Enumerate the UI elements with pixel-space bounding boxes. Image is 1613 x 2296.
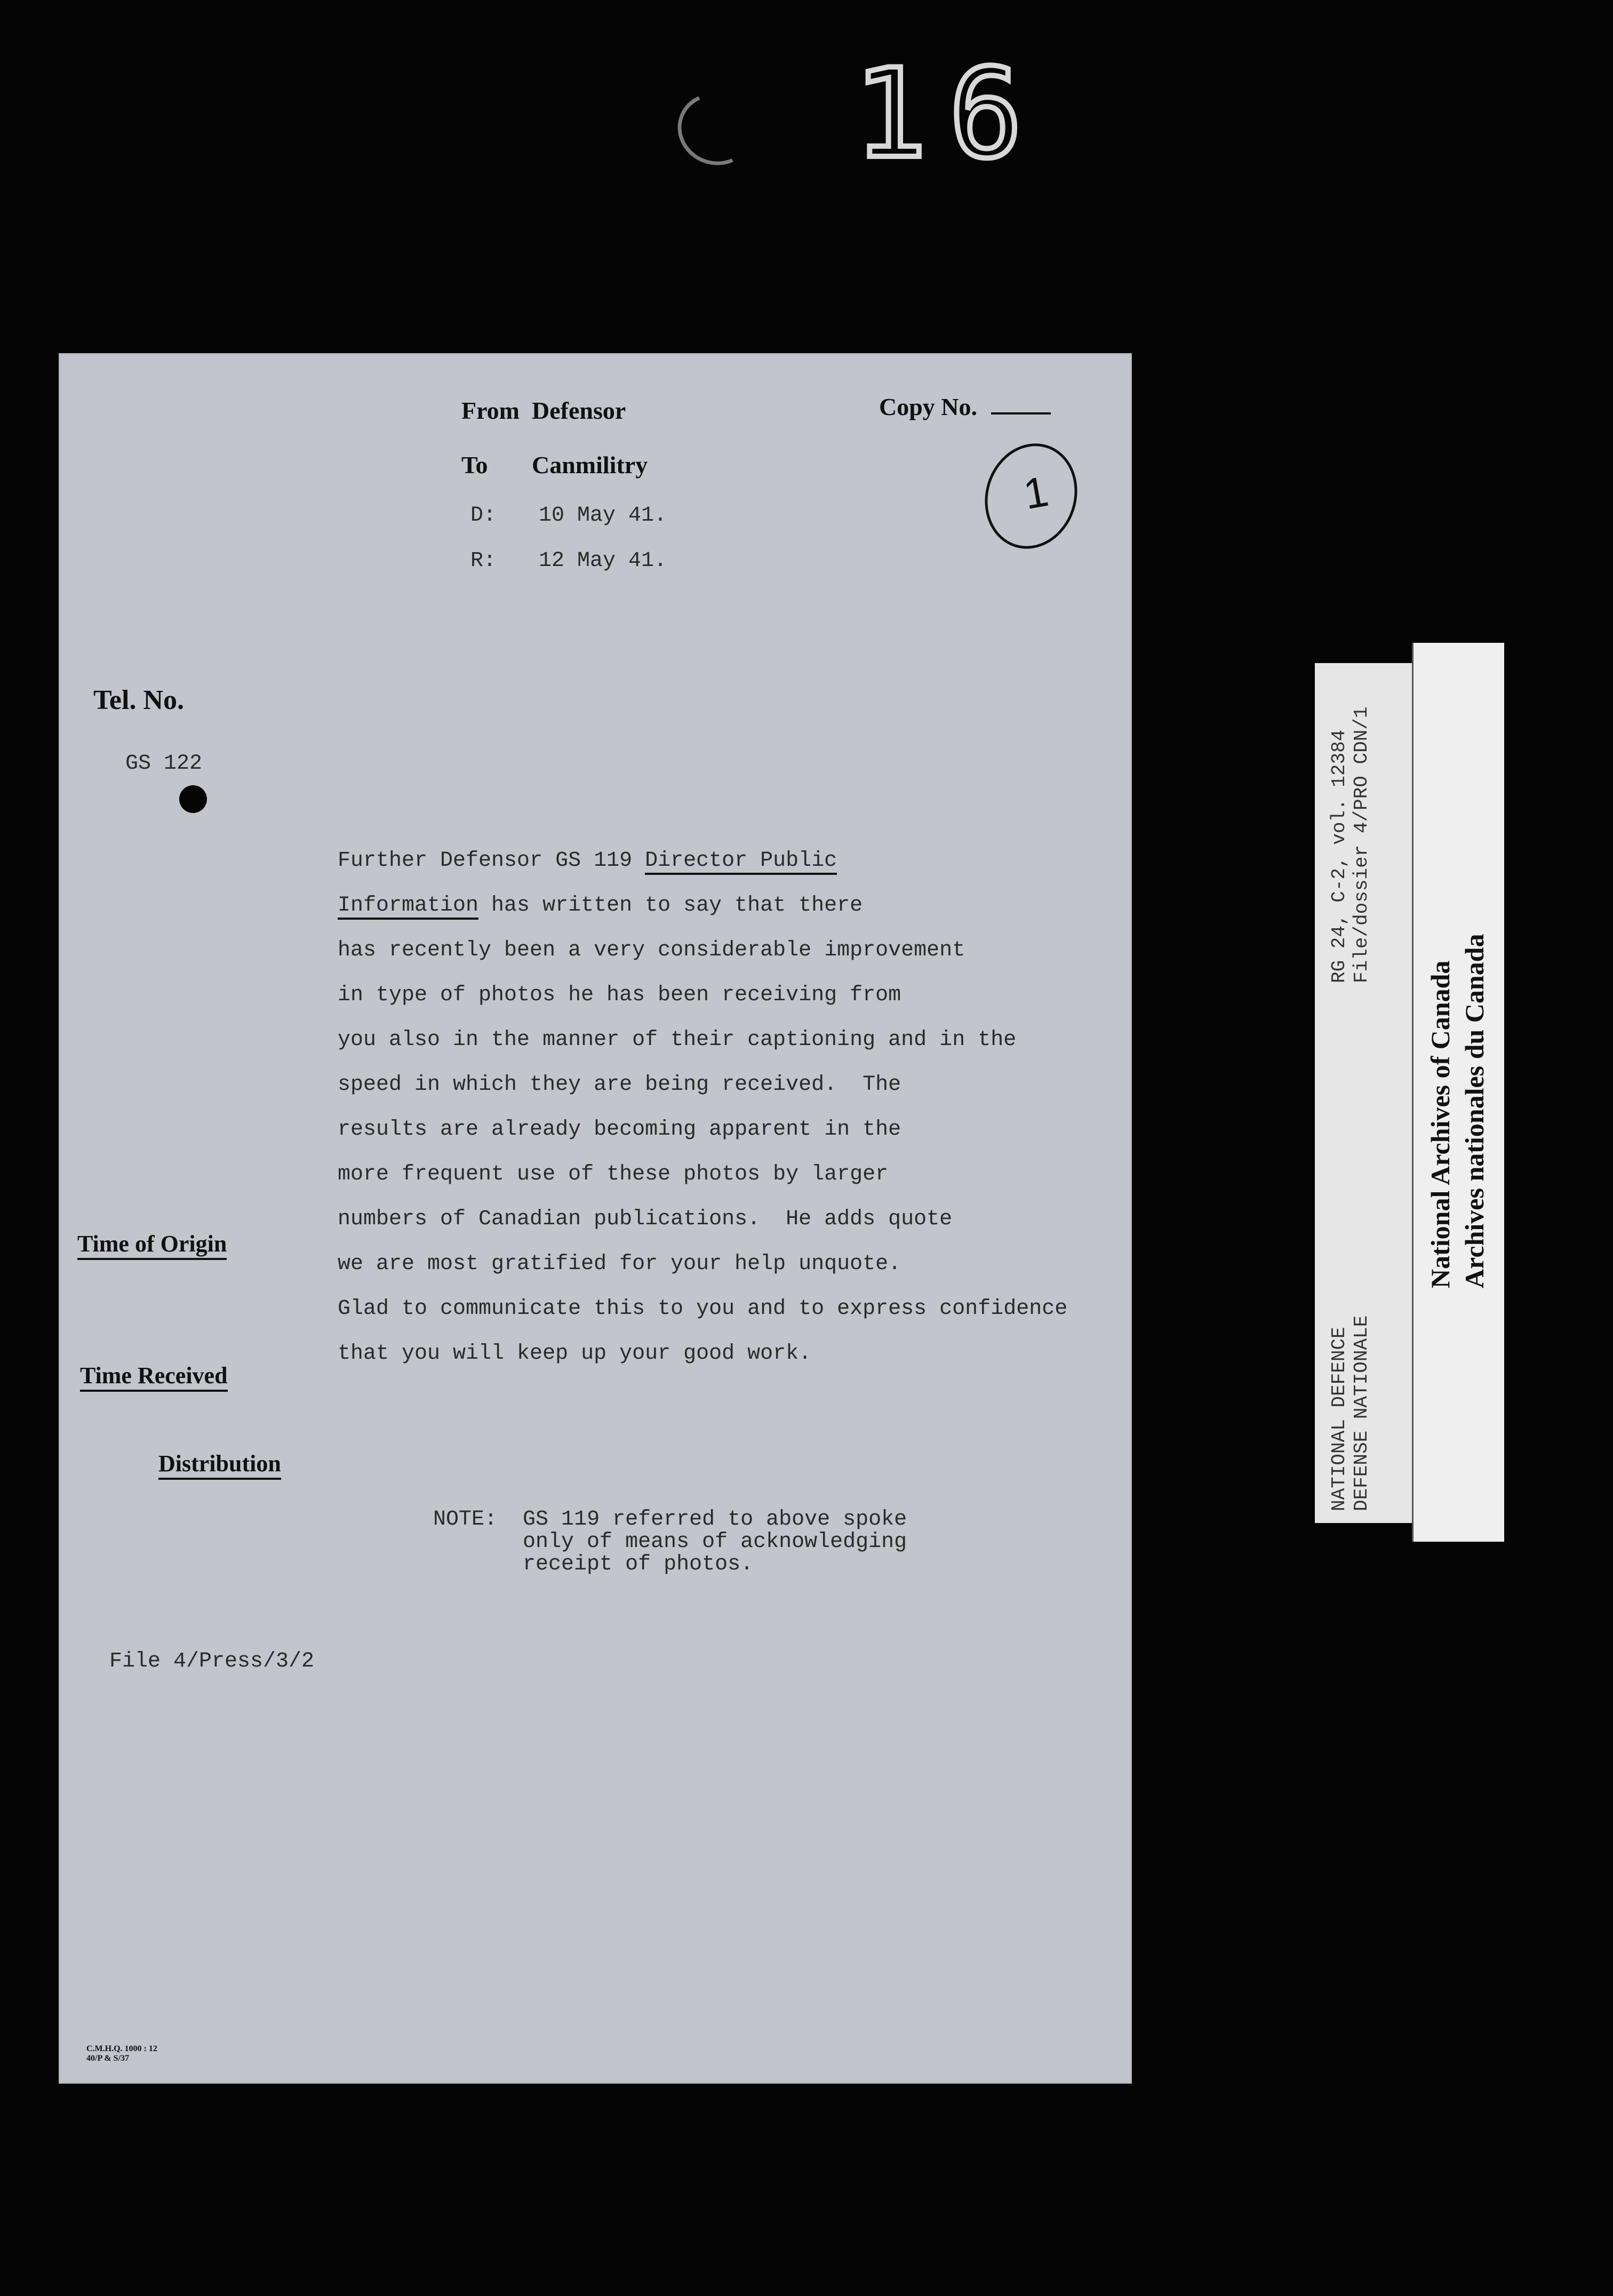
message-line-8: more frequent use of these photos by larger [338,1162,889,1186]
punch-hole [179,785,207,813]
reference-line-2: File/dossier 4/PRO CDN/1 [1351,706,1372,983]
date-sent-label: D: [470,504,497,528]
message-line-2b: has written to say that there [478,894,863,918]
time-received-label: Time Received [80,1364,228,1392]
from-label: From [461,397,520,424]
note-line-1: GS 119 referred to above spoke [523,1508,907,1532]
department-line-1: NATIONAL DEFENCE [1328,1327,1350,1511]
message-line-9: numbers of Canadian publications. He adds quote [338,1207,953,1231]
to-label: To [461,451,488,479]
message-line-1a: Further Defensor GS 119 [338,849,645,873]
archives-line-2: Archives nationales du Canada [1459,934,1489,1288]
note-block [433,1509,907,1576]
message-line-1b: Director Public [645,849,837,875]
reference-line-1: RG 24, C-2, vol. 12384 [1328,729,1350,983]
form-code-line-2: 40/P & S/37 [86,2054,130,2063]
note-line-2: only of means of acknowledging [523,1530,907,1554]
copy-number-handwritten: 1 [1020,467,1052,519]
message-line-6: speed in which they are being received. The [338,1073,901,1097]
note-label: NOTE: [433,1508,498,1532]
message-line-10: we are most gratified for your help unquote. [338,1252,901,1276]
tel-no-value: GS 122 [125,752,203,776]
date-received-label: R: [470,549,497,573]
message-line-12: that you will keep up your good work. [338,1342,812,1366]
frame-pencil-mark [667,82,764,176]
tel-no-label: Tel. No. [93,685,184,715]
message-line-5: you also in the manner of their captioning and in the [338,1028,1017,1052]
archives-canada-strip [1414,643,1504,1542]
archives-line-1: National Archives of Canada [1425,960,1455,1288]
frame-number: 16 [853,43,1044,186]
to-value: Canmilitry [532,451,648,479]
time-of-origin-label: Time of Origin [77,1232,227,1260]
distribution-label: Distribution [158,1452,281,1480]
from-value: Defensor [532,397,626,424]
copy-label: Copy No. [879,393,978,420]
message-line-3: has recently been a very considerable improvement [338,938,965,962]
archives-canada-text [1423,934,1491,1288]
department-line-2: DEFENSE NATIONALE [1351,1315,1372,1511]
message-line-2a: Information [338,894,478,920]
file-reference: File 4/Press/3/2 [109,1649,315,1673]
archive-reference [1328,707,1373,983]
message-line-7: results are already becoming apparent in the [338,1118,901,1142]
message-line-11: Glad to communicate this to you and to express confidence [338,1297,1068,1321]
archive-department [1328,1316,1373,1511]
message-line-4: in type of photos he has been receiving from [338,983,901,1007]
date-received-value: 12 May 41. [539,549,667,573]
form-code-line-1: C.M.H.Q. 1000 : 12 [86,2044,157,2053]
note-line-3: receipt of photos. [523,1552,754,1576]
copy-number-line [991,412,1051,414]
archive-reference-strip [1315,663,1412,1523]
date-sent-value: 10 May 41. [539,504,667,528]
message-body [338,839,1067,1376]
form-code [86,2044,157,2063]
